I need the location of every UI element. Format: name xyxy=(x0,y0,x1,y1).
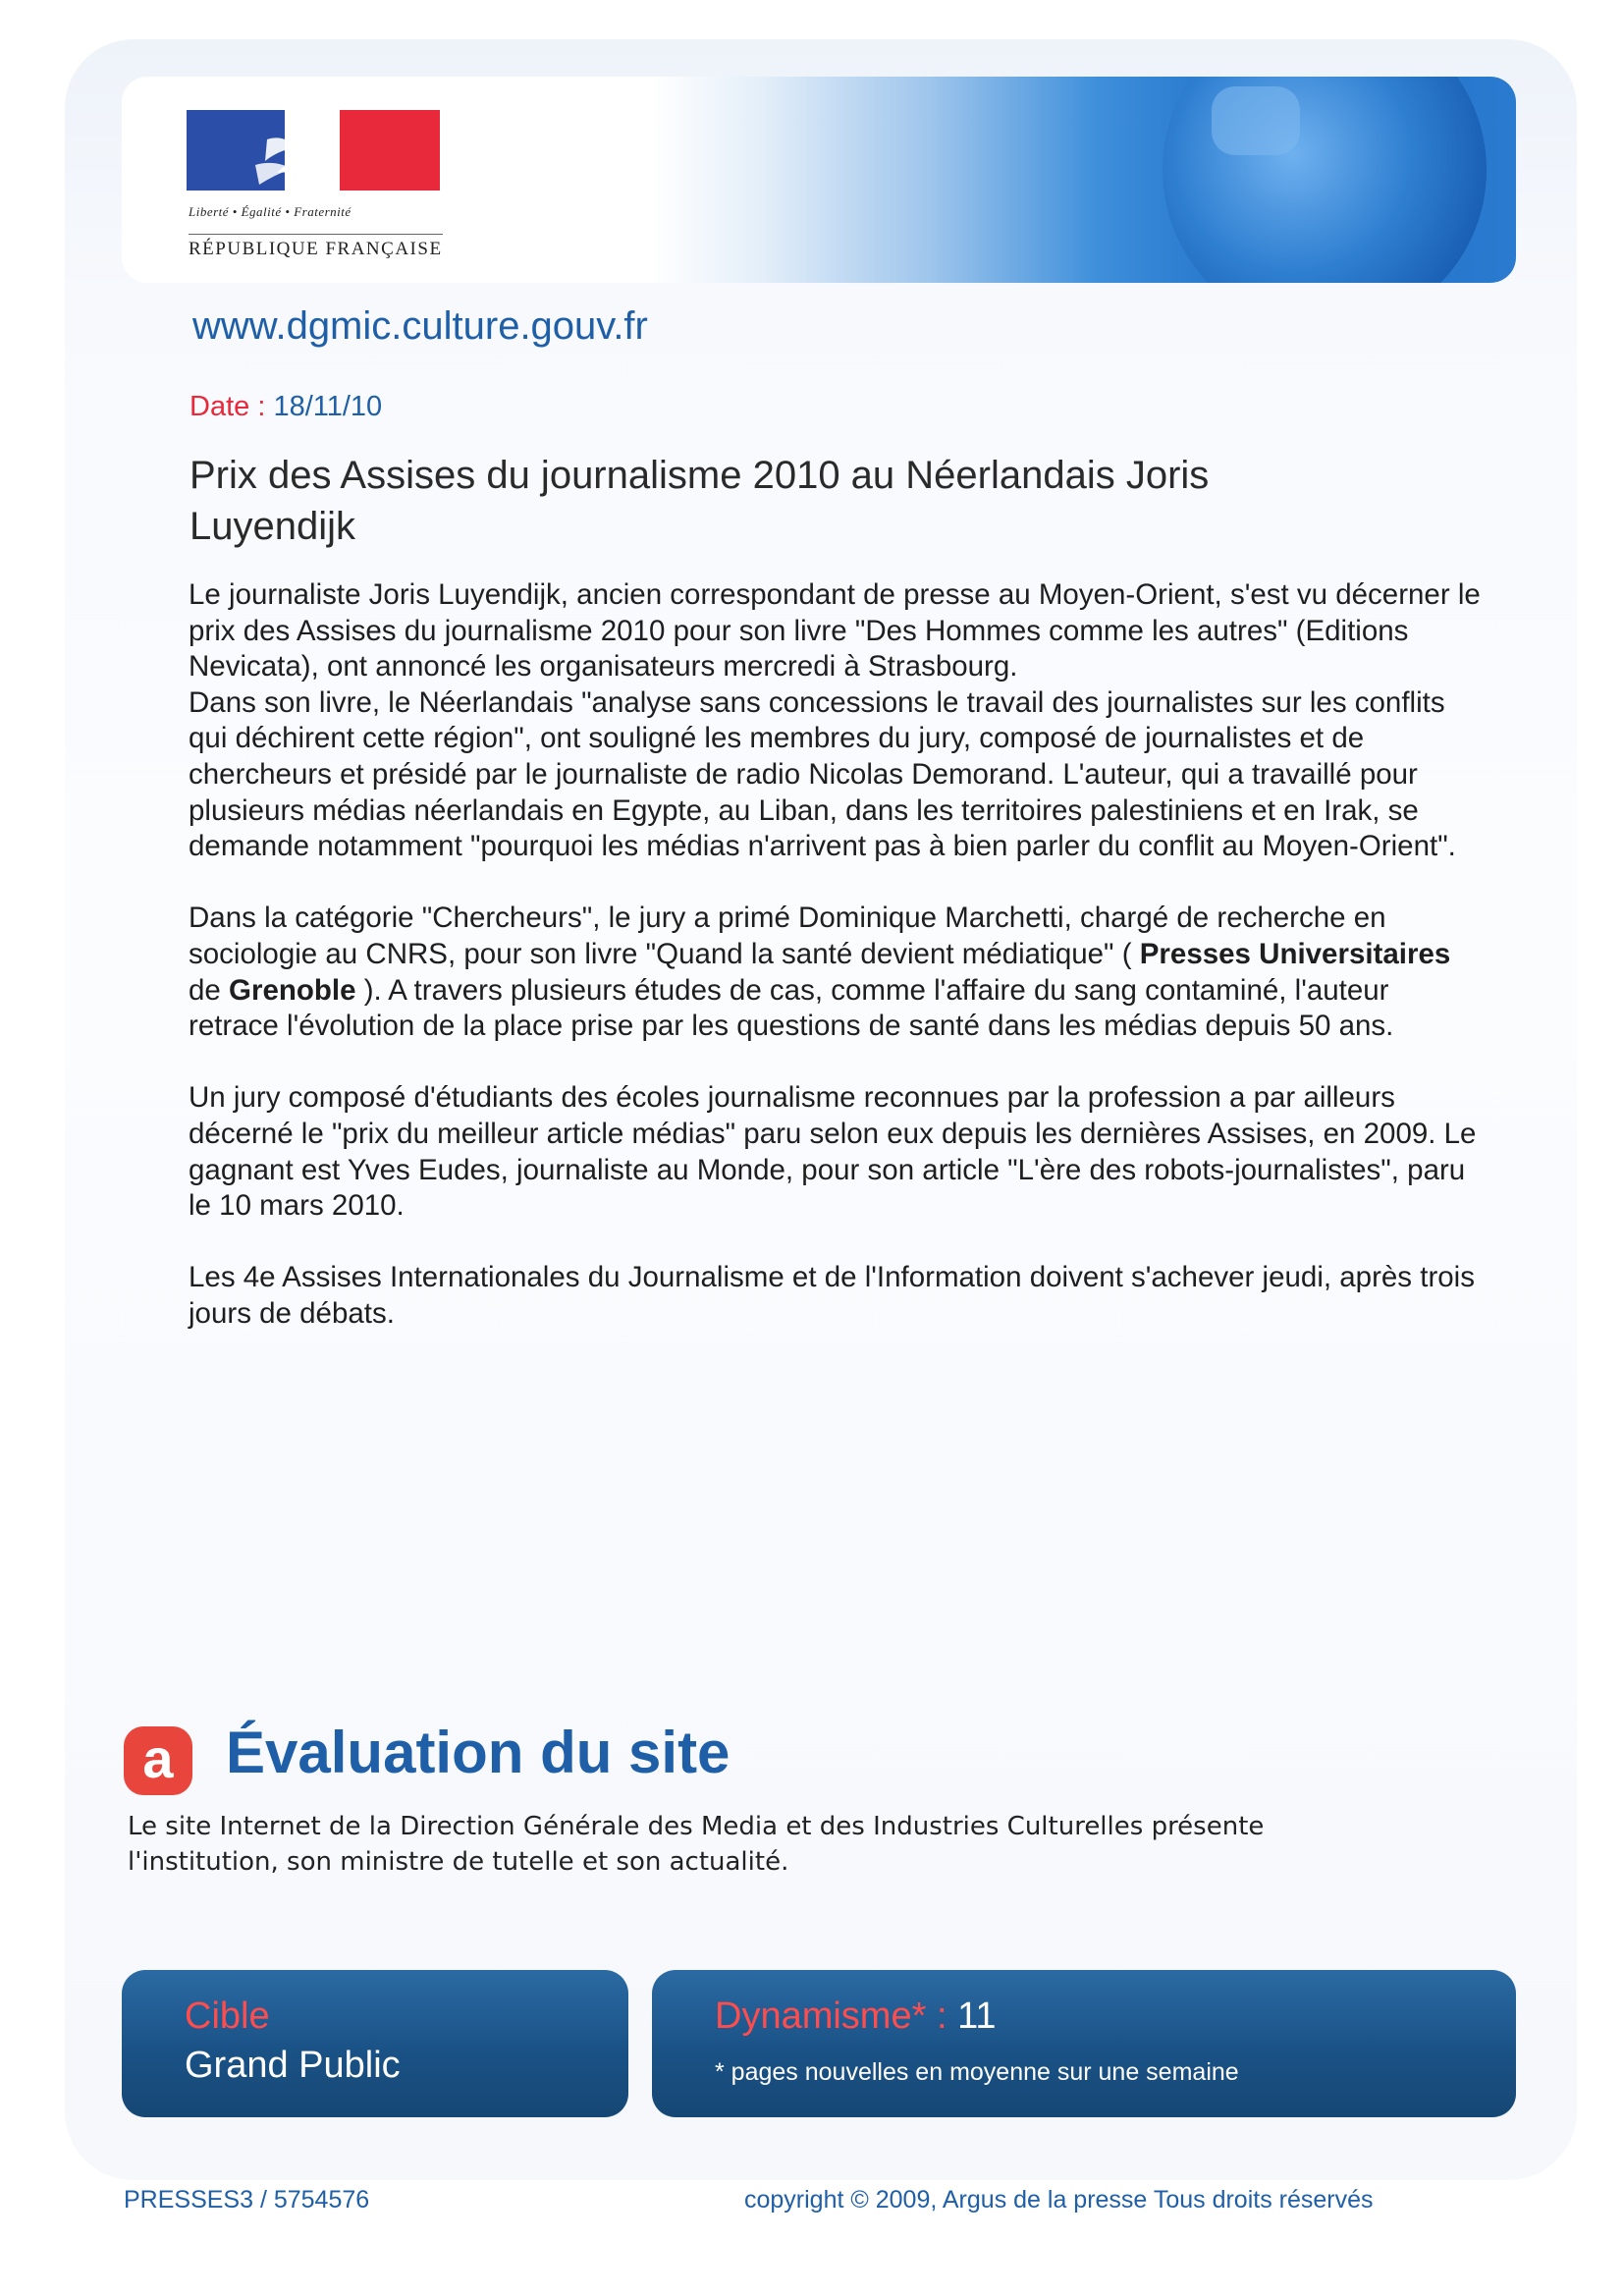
marianne-flag-icon xyxy=(187,110,440,191)
republic-motto: Liberté • Égalité • Fraternité xyxy=(189,204,352,219)
publisher-city: Grenoble xyxy=(229,973,356,1007)
republique-francaise-logo xyxy=(187,110,450,257)
icon-letter: a xyxy=(142,1727,174,1789)
paragraph-text: Dans la catégorie "Chercheurs", le jury a primé Dominique Marchetti, chargé de recherche en sociologie au CNRS, pour son livre "Quand la santé devient médiatique" ( xyxy=(189,902,1386,970)
date-label: Date : xyxy=(189,391,274,422)
copyright-notice: copyright © 2009, Argus de la presse Tous droits réservés xyxy=(744,2186,1374,2214)
republic-name: RÉPUBLIQUE FRANÇAISE xyxy=(189,234,443,260)
article-paragraph xyxy=(189,901,1485,1044)
dynamism-panel xyxy=(652,1970,1516,2117)
publisher-name: Presses Universitaires xyxy=(1139,937,1451,970)
dynamism-note: * pages nouvelles en moyenne sur une semaine xyxy=(715,2058,1239,2086)
evaluation-title: Évaluation du site xyxy=(226,1720,730,1785)
press-reference: PRESSES3 / 5754576 xyxy=(124,2186,370,2214)
dynamism-label: Dynamisme* : xyxy=(715,1995,958,2037)
article-paragraph: Le journaliste Joris Luyendijk, ancien correspondant de presse au Moyen-Orient, s'est vu décerner le prix des Assises du journalisme 2010 pour son livre "Des Hommes comme les autres" (Editions Nevicata), ont annoncé les organisateurs mercredi à Strasbourg. xyxy=(189,578,1481,683)
paragraph-text: ). A travers plusieurs études de cas, comme l'affaire du sang contaminé, l'auteur retrace l'évolution de la place prise par les questions de santé dans les médias depuis 50 ans. xyxy=(189,973,1394,1043)
date-value: 18/11/10 xyxy=(273,391,383,422)
article-paragraph: Un jury composé d'étudiants des écoles journalisme reconnues par la profession a par ailleurs décerné le "prix du meilleur article médias" paru selon eux depuis les dernières Assises, en 2009. Le gagnant est Yves Eudes, journaliste au Monde, pour son article "L'ère des robots-journalistes", paru le 10 mars 2010. xyxy=(189,1081,1477,1223)
argus-a-icon xyxy=(124,1726,192,1795)
banner-decoration-small xyxy=(1212,86,1300,155)
site-url[interactable]: www.dgmic.culture.gouv.fr xyxy=(192,304,648,348)
article-body xyxy=(189,577,1485,1368)
target-value: Grand Public xyxy=(185,2045,401,2086)
article-paragraph: Les 4e Assises Internationales du Journalisme et de l'Information doivent s'achever jeudi, après trois jours de débats. xyxy=(189,1261,1475,1330)
target-panel xyxy=(122,1970,628,2117)
article-date xyxy=(189,391,382,423)
article-paragraph: Dans son livre, le Néerlandais "analyse sans concessions le travail des journalistes sur les conflits qui déchirent cette région", ont souligné les membres du jury, composé de journalistes et de chercheurs et présidé par le journaliste de radio Nicolas Demorand. L'auteur, qui a travaillé pour plusieurs médias néerlandais en Egypte, au Liban, dans les territoires palestiniens et en Irak, se demande notamment "pourquoi les médias n'arrivent pas à bien parler du conflit au Moyen-Orient". xyxy=(189,685,1456,863)
evaluation-description: Le site Internet de la Direction Générale des Media et des Industries Culturelles présente l'institution, son ministre de tutelle et son actualité. xyxy=(128,1812,1265,1877)
paragraph-text: de xyxy=(189,973,230,1007)
target-label: Cible xyxy=(185,1995,270,2037)
dynamism-value: 11 xyxy=(957,1995,997,2037)
article-title: Prix des Assises du journalisme 2010 au Néerlandais Joris Luyendijk xyxy=(189,454,1210,548)
dynamism-heading xyxy=(715,1995,997,2038)
